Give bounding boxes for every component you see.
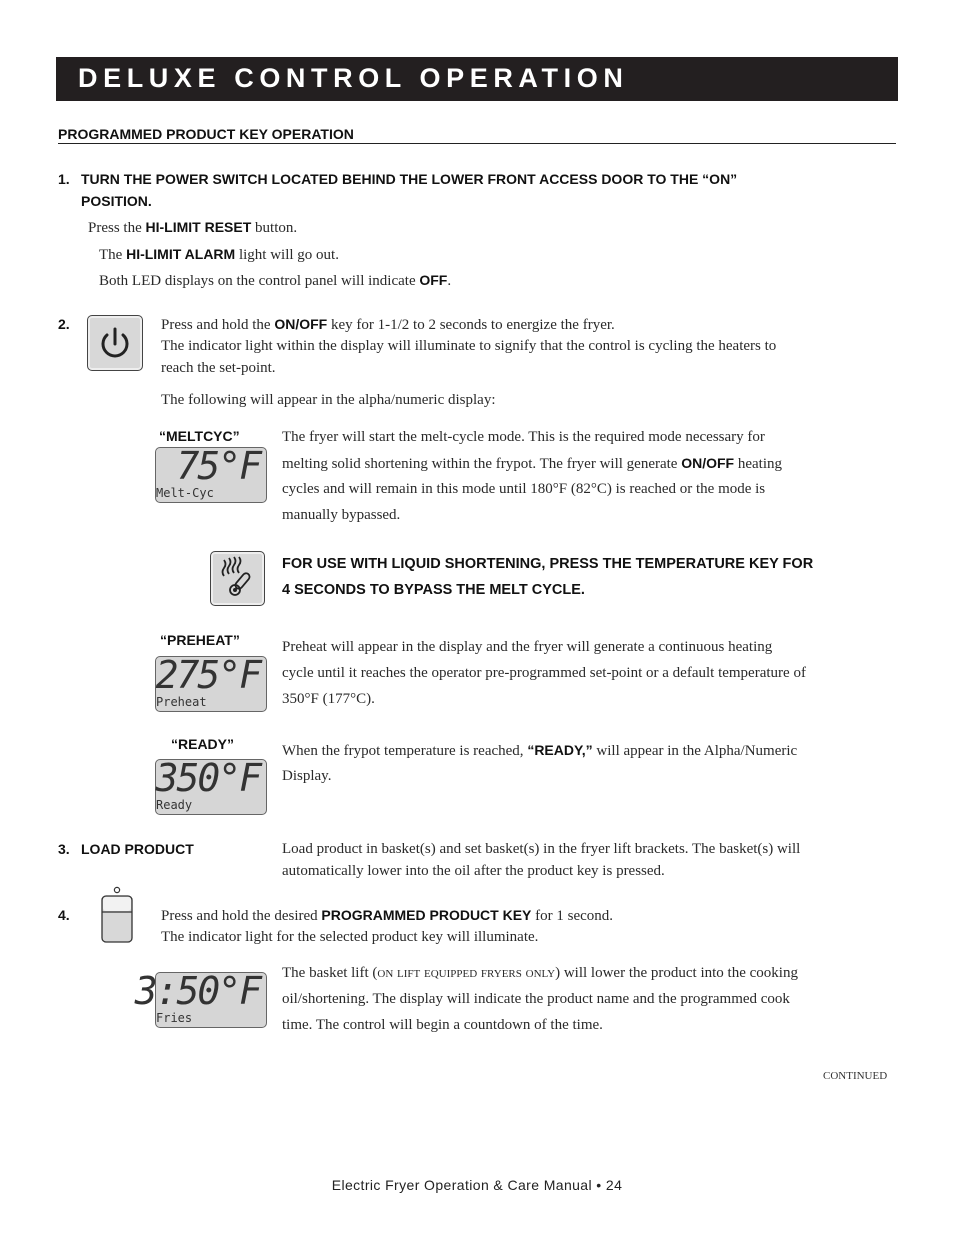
meltcyc-text-4: manually bypassed.: [282, 507, 401, 523]
continued-label: CONTINUED: [823, 1070, 888, 1082]
preheat-display: [155, 653, 267, 712]
step4-line2: The indicator light for the selected product key will illuminate.: [161, 929, 539, 945]
step2-number: 2.: [58, 316, 70, 332]
meltcyc-label: Melt-Cyc: [156, 486, 214, 500]
section-divider: [58, 143, 896, 144]
step1-line-b: The HI-LIMIT ALARM light will go out.: [99, 246, 339, 263]
step3-heading: LOAD PRODUCT: [81, 841, 194, 857]
step4-para-2: oil/shortening. The display will indicate the product name and the programmed cook: [282, 991, 790, 1007]
product-key-icon: [100, 885, 136, 945]
step2-line2: The indicator light within the display will illuminate to signify that the control is cycling the heaters to: [161, 338, 777, 354]
step3-text-1: Load product in basket(s) and set basket(s) in the fryer lift brackets. The basket(s) will: [282, 841, 801, 857]
step3-text-2: automatically lower into the oil after the product key is pressed.: [282, 863, 665, 879]
preheat-text-3: 350°F (177°C).: [282, 691, 375, 707]
step1-line-a: Press the HI-LIMIT RESET button.: [88, 219, 298, 236]
preheat-label: Preheat: [156, 695, 207, 709]
preheat-text-1: Preheat will appear in the display and the fryer will generate a continuous heating: [282, 639, 773, 655]
ready-caption: “READY”: [171, 736, 235, 752]
ready-temp: 350°F: [155, 756, 260, 800]
meltcyc-display: [155, 444, 267, 503]
meltcyc-temp: 75°F: [176, 444, 260, 488]
bypass-line1: FOR USE WITH LIQUID SHORTENING, PRESS THE TEMPERATURE KEY FOR: [282, 556, 814, 572]
meltcyc-text-2: melting solid shortening within the frypot. The fryer will generate ON/OFF heating: [282, 455, 783, 472]
step4-number: 4.: [58, 907, 70, 923]
page-footer: Electric Fryer Operation & Care Manual • 24: [331, 1177, 623, 1193]
preheat-caption: “PREHEAT”: [160, 632, 240, 648]
step2-line4: The following will appear in the alpha/numeric display:: [161, 392, 496, 408]
step4-para-3: time. The control will begin a countdown of the time.: [282, 1017, 603, 1033]
product-key: [100, 885, 136, 945]
step2-line3: reach the set-point.: [161, 360, 276, 376]
bypass-line2: 4 SECONDS TO BYPASS THE MELT CYCLE.: [282, 582, 585, 598]
step1-heading-line2: POSITION.: [81, 193, 152, 209]
power-icon: [88, 316, 142, 370]
ready-display: [155, 756, 267, 815]
step4-line1: Press and hold the desired PROGRAMMED PRODUCT KEY for 1 second.: [161, 907, 614, 924]
fries-time: 3:50°F: [134, 969, 260, 1013]
fries-display: [134, 969, 267, 1028]
step1-line-c: Both LED displays on the control panel will indicate OFF.: [99, 272, 452, 289]
power-key: [87, 315, 143, 371]
ready-text-1: When the frypot temperature is reached, “READY,” will appear in the Alpha/Numeric: [282, 742, 798, 759]
temperature-key-icon: [211, 552, 264, 605]
temperature-key: [210, 551, 265, 606]
ready-label: Ready: [156, 798, 193, 812]
meltcyc-text-3: cycles and will remain in this mode until 180°F (82°C) is reached or the mode is: [282, 481, 766, 497]
step1-heading-line1: TURN THE POWER SWITCH LOCATED BEHIND THE LOWER FRONT ACCESS DOOR TO THE “ON”: [81, 171, 738, 187]
step1-number: 1.: [58, 171, 70, 187]
preheat-temp: 275°F: [155, 653, 260, 697]
header-banner: [56, 57, 898, 101]
meltcyc-text-1: The fryer will start the melt-cycle mode. This is the required mode necessary for: [282, 429, 765, 445]
step2-line1: Press and hold the ON/OFF key for 1-1/2 to 2 seconds to energize the fryer.: [161, 316, 615, 333]
ready-text-2: Display.: [282, 768, 332, 784]
fries-label: Fries: [156, 1011, 193, 1025]
page-title: DELUXE CONTROL OPERATION: [78, 63, 629, 93]
step3-number: 3.: [58, 841, 70, 857]
meltcyc-caption: “MELTCYC”: [159, 428, 240, 444]
preheat-text-2: cycle until it reaches the operator pre-programmed set-point or a default temperature of: [282, 665, 806, 681]
step4-para-1: The basket lift (on lift equipped fryers only) will lower the product into the cooking: [282, 965, 798, 981]
section-title: PROGRAMMED PRODUCT KEY OPERATION: [58, 126, 354, 142]
